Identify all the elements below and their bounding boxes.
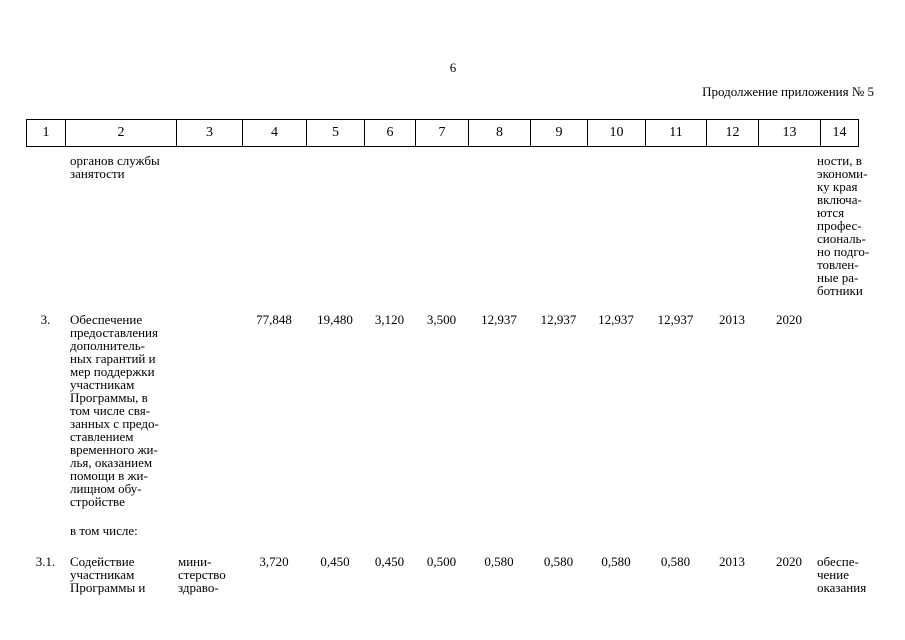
row3-value-col4: 77,848 <box>256 312 292 327</box>
row3-value-col9: 12,937 <box>540 312 577 327</box>
including-label: в том числе: <box>70 523 138 538</box>
row31-value-col9: 0,580 <box>543 554 574 569</box>
row3-value-col6: 3,120 <box>374 312 405 327</box>
row31-name: Содействие участникам Программы и <box>70 554 146 595</box>
row3-value-col5: 19,480 <box>317 312 353 327</box>
row31-value-col6: 0,450 <box>374 554 405 569</box>
table-body <box>26 147 870 640</box>
header-cell: 8 <box>469 120 531 147</box>
header-cell: 10 <box>588 120 646 147</box>
row3-name: Обеспечение предоставления дополнитель- ных гарантий и мер поддержки участникам Программы, в том числе свя- занных с предо- ставлением временного жи- лья, оказанием помощи в жи- лищном обу- стройстве <box>70 312 159 509</box>
header-cell: 12 <box>707 120 759 147</box>
row31-number: 3.1. <box>35 554 56 569</box>
row31-value-col10: 0,580 <box>601 554 631 569</box>
header-cell: 13 <box>759 120 821 147</box>
header-cell: 11 <box>646 120 707 147</box>
row3-value-col8: 12,937 <box>481 312 517 327</box>
row31-value-col13: 2020 <box>776 554 802 569</box>
row31-result: обеспе- чение оказания <box>817 554 867 595</box>
header-row <box>27 120 859 147</box>
header-cell: 6 <box>365 120 416 147</box>
row31-value-col12: 2013 <box>719 554 745 569</box>
header-cell: 9 <box>531 120 588 147</box>
row31-executor: мини- стерство здраво- <box>178 554 226 595</box>
row31-value-col4: 3,720 <box>259 554 289 569</box>
column-number-header <box>26 119 859 147</box>
row31-value-col5: 0,450 <box>320 554 350 569</box>
row3-value-col13: 2020 <box>776 312 802 327</box>
row31-value-col8: 0,580 <box>484 554 514 569</box>
row31-value-col11: 0,580 <box>660 554 691 569</box>
page-number: 6 <box>449 60 457 75</box>
row31-value-col7: 0,500 <box>426 554 457 569</box>
row3-value-col7: 3,500 <box>426 312 457 327</box>
header-cell: 1 <box>27 120 66 147</box>
header-cell: 4 <box>243 120 307 147</box>
continuation-label: Продолжение приложения № 5 <box>702 84 874 99</box>
header-cell: 14 <box>821 120 859 147</box>
header-cell: 7 <box>416 120 469 147</box>
row3-value-col12: 2013 <box>719 312 745 327</box>
cont-result-text: ности, в экономи- ку края включа- ются профес- сиональ- но подго- товлен- ные ра- ботники <box>817 153 870 298</box>
header-cell: 2 <box>66 120 177 147</box>
row3-number: 3. <box>40 312 51 327</box>
header-cell: 5 <box>307 120 365 147</box>
header-cell: 3 <box>177 120 243 147</box>
row3-value-col10: 12,937 <box>598 312 634 327</box>
row3-value-col11: 12,937 <box>657 312 694 327</box>
cont-name-text: органов службы занятости <box>70 153 160 181</box>
